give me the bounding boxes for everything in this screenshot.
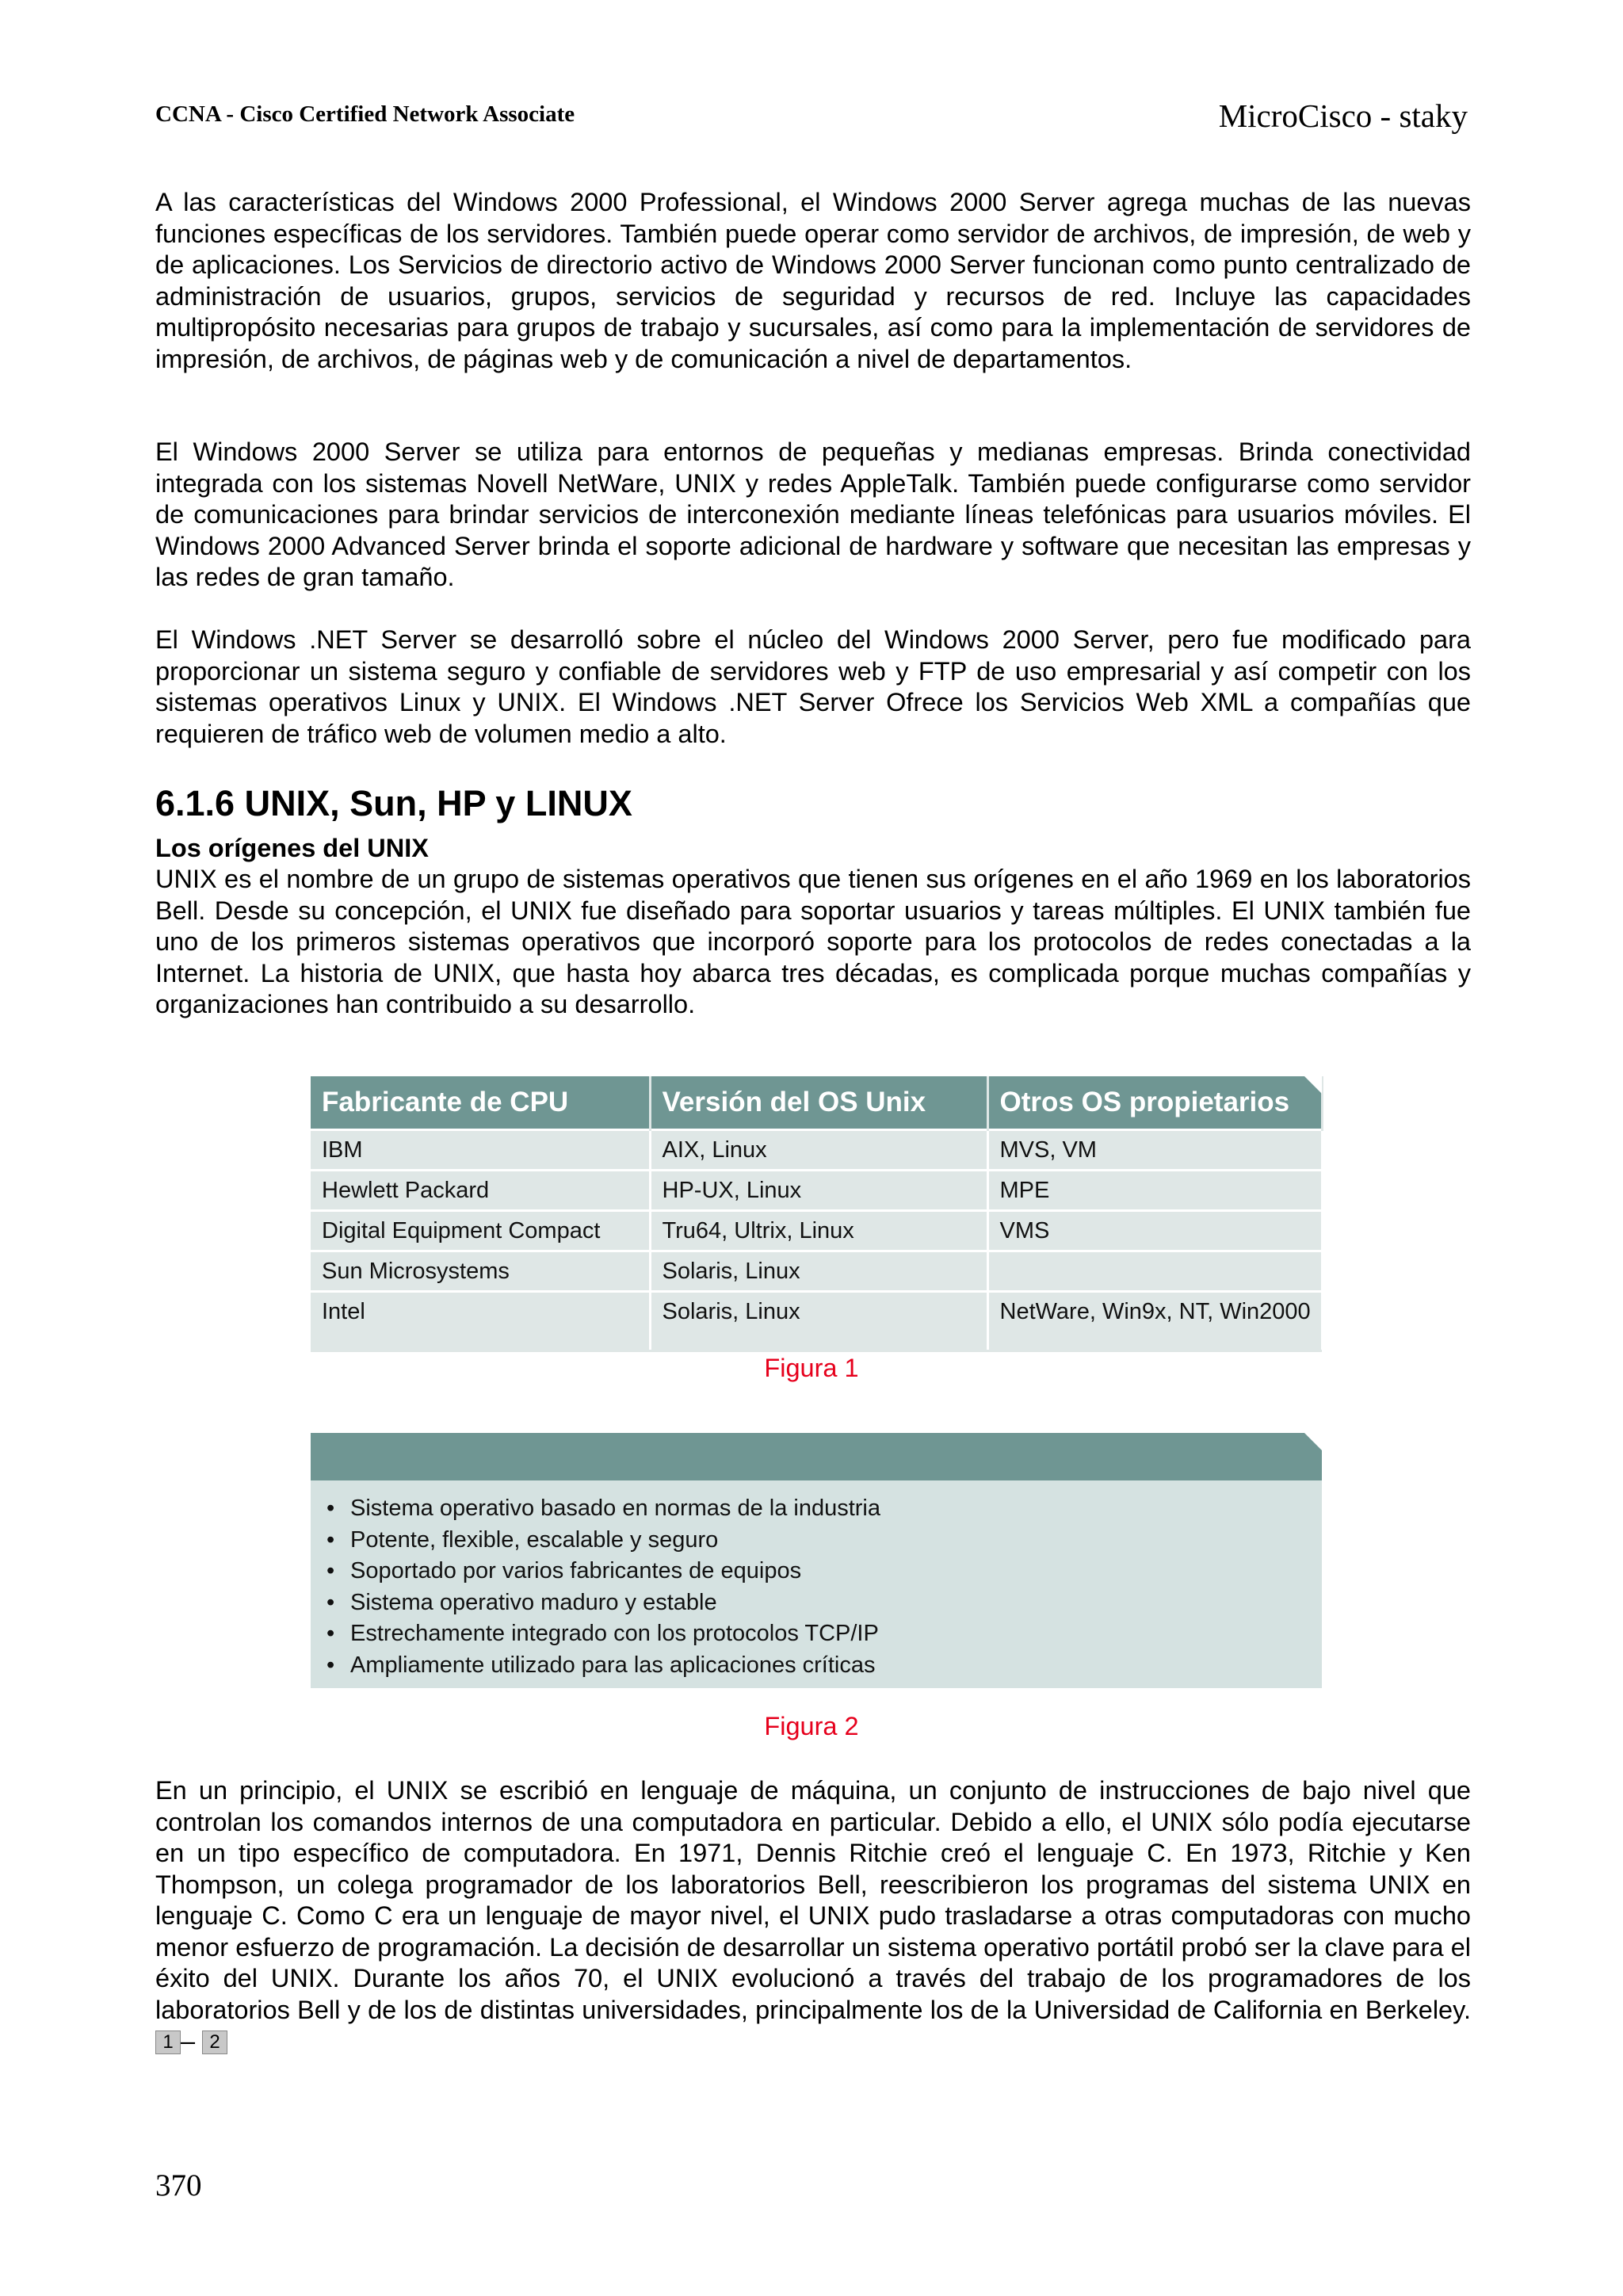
table-cell: NetWare, Win9x, NT, Win2000 bbox=[987, 1292, 1322, 1350]
table-cell: Sun Microsystems bbox=[311, 1251, 650, 1292]
bullet-icon: • bbox=[327, 1652, 335, 1678]
figure-1-caption: Figura 1 bbox=[764, 1354, 859, 1382]
paragraph-unix-origins: UNIX es el nombre de un grupo de sistemas operativos que tienen sus orígenes en el año 1969 en los laboratorios Bell. Desde su concepción, el UNIX fue diseñado para soportar usuarios y tareas múltiples. El UNIX también fue uno de los primeros sistemas operativos que incorporó soporte para los protocolos de redes conectadas a la Internet. La historia de UNIX, que hasta hoy abarca tres décadas, es complicada porque muchas compañías y organizaciones han contribuido a su desarrollo. bbox=[155, 865, 1471, 1018]
figure-1-table bbox=[311, 1076, 1322, 1352]
table-cell: MPE bbox=[987, 1171, 1322, 1211]
table-cell: Hewlett Packard bbox=[311, 1171, 650, 1211]
table-corner-decoration bbox=[1304, 1076, 1322, 1094]
paragraph-windows-net-server: El Windows .NET Server se desarrolló sobre el núcleo del Windows 2000 Server, pero fue modificado para proporcionar un sistema seguro y confiable de servidores web y FTP de uso empresarial y así competir con los sistemas operativos Linux y UNIX. El Windows .NET Server Ofrece los Servicios Web XML a compañías que requieren de tráfico web de volumen medio a alto. bbox=[155, 625, 1471, 748]
table-cell: Solaris, Linux bbox=[650, 1251, 987, 1292]
table-header-cpu-maker: Fabricante de CPU bbox=[311, 1076, 650, 1130]
paragraph-windows-2000-server: A las características del Windows 2000 Professional, el Windows 2000 Server agrega muchas de las nuevas funciones específicas de los servidores. También puede operar como servidor de archivos, de impresión, de web y de aplicaciones. Los Servicios de directorio activo de Windows 2000 Server funcionan como punto centralizado de administración de usuarios, grupos, servicios de seguridad y recursos de red. Incluye las capacidades multipropósito necesarias para grupos de trabajo y sucursales, así como para la implementación de servidores de impresión, de archivos, de páginas web y de comunicación a nivel de departamentos. bbox=[155, 188, 1471, 373]
table-row bbox=[311, 1251, 1322, 1292]
bullet-icon: • bbox=[327, 1558, 335, 1584]
table-cell: Tru64, Ultrix, Linux bbox=[650, 1211, 987, 1251]
table-header-other-os: Otros OS propietarios bbox=[987, 1076, 1322, 1130]
unix-features-list bbox=[327, 1493, 880, 1681]
list-item: • Soportado por varios fabricantes de equipos bbox=[327, 1556, 880, 1587]
figure-2-caption: Figura 2 bbox=[764, 1712, 859, 1740]
figure-2-reference-link[interactable]: 2 bbox=[202, 2030, 227, 2054]
table-cell: IBM bbox=[311, 1130, 650, 1171]
list-item: • Sistema operativo maduro y estable bbox=[327, 1587, 880, 1619]
paragraph-windows-2000-server-environments: El Windows 2000 Server se utiliza para entornos de pequeñas y medianas empresas. Brinda conectividad integrada con los sistemas Novell NetWare, UNIX y redes AppleTalk. También puede configurarse como servidor de comunicaciones para brindar servicios de interconexión mediante líneas telefónicas para usuarios móviles. El Windows 2000 Advanced Server brinda el soporte adicional de hardware y software que necesitan las empresas y las redes de gran tamaño. bbox=[155, 437, 1471, 591]
section-subheading: Los orígenes del UNIX bbox=[155, 834, 429, 862]
table-cell bbox=[987, 1251, 1322, 1292]
header-title: CCNA - Cisco Certified Network Associate bbox=[155, 101, 575, 127]
header-author: MicroCisco - staky bbox=[1218, 97, 1468, 134]
paragraph-unix-history: En un principio, el UNIX se escribió en lenguaje de máquina, un conjunto de instrucciones de bajo nivel que controlan los comandos internos de una computadora en particular. Debido a ello, el UNIX sólo podía ejecutarse en un tipo específico de computadora. En 1971, Dennis Ritchie creó el lenguaje C. En 1973, Ritchie y Ken Thompson, un colega programador de los laboratorios Bell, reescribieron los programas del sistema UNIX en lenguaje C. Como C era un lenguaje de mayor nivel, el UNIX pudo trasladarse a otras computadoras con mucho menor esfuerzo de programación. La decisión de desarrollar un sistema operativo portátil probó ser la clave para el éxito del UNIX. Durante los años 70, el UNIX evolucionó a través del trabajo de los programadores de los laboratorios Bell y de los de distintas universidades, principalmente los de la Universidad de California en Berkeley. 1 – 2 bbox=[155, 1776, 1471, 2055]
figure-2-panel bbox=[311, 1433, 1322, 1688]
figure-2-header-bar bbox=[311, 1433, 1322, 1480]
figure-1-reference-link[interactable]: 1 bbox=[155, 2030, 181, 2054]
list-item: • Ampliamente utilizado para las aplicaciones críticas bbox=[327, 1650, 880, 1682]
table-row bbox=[311, 1211, 1322, 1251]
table-row bbox=[311, 1171, 1322, 1211]
table-cell: Intel bbox=[311, 1292, 650, 1350]
reference-separator: – bbox=[181, 2027, 196, 2055]
table-cell: HP-UX, Linux bbox=[650, 1171, 987, 1211]
bullet-icon: • bbox=[327, 1526, 335, 1553]
page-number: 370 bbox=[155, 2168, 202, 2202]
bullet-icon: • bbox=[327, 1589, 335, 1615]
table-row bbox=[311, 1292, 1322, 1350]
panel-corner-decoration bbox=[1304, 1433, 1322, 1450]
table-cell: Digital Equipment Compact bbox=[311, 1211, 650, 1251]
table-header-unix-version: Versión del OS Unix bbox=[650, 1076, 987, 1130]
table-cell: MVS, VM bbox=[987, 1130, 1322, 1171]
list-item: • Estrechamente integrado con los protocolos TCP/IP bbox=[327, 1618, 880, 1650]
table-cell: Solaris, Linux bbox=[650, 1292, 987, 1350]
list-item: • Potente, flexible, escalable y seguro bbox=[327, 1525, 880, 1557]
section-title: 6.1.6 UNIX, Sun, HP y LINUX bbox=[155, 783, 632, 823]
table-cell: VMS bbox=[987, 1211, 1322, 1251]
table-row bbox=[311, 1130, 1322, 1171]
bullet-icon: • bbox=[327, 1621, 335, 1646]
table-cell: AIX, Linux bbox=[650, 1130, 987, 1171]
bullet-icon: • bbox=[327, 1496, 335, 1521]
list-item: • Sistema operativo basado en normas de la industria bbox=[327, 1493, 880, 1525]
